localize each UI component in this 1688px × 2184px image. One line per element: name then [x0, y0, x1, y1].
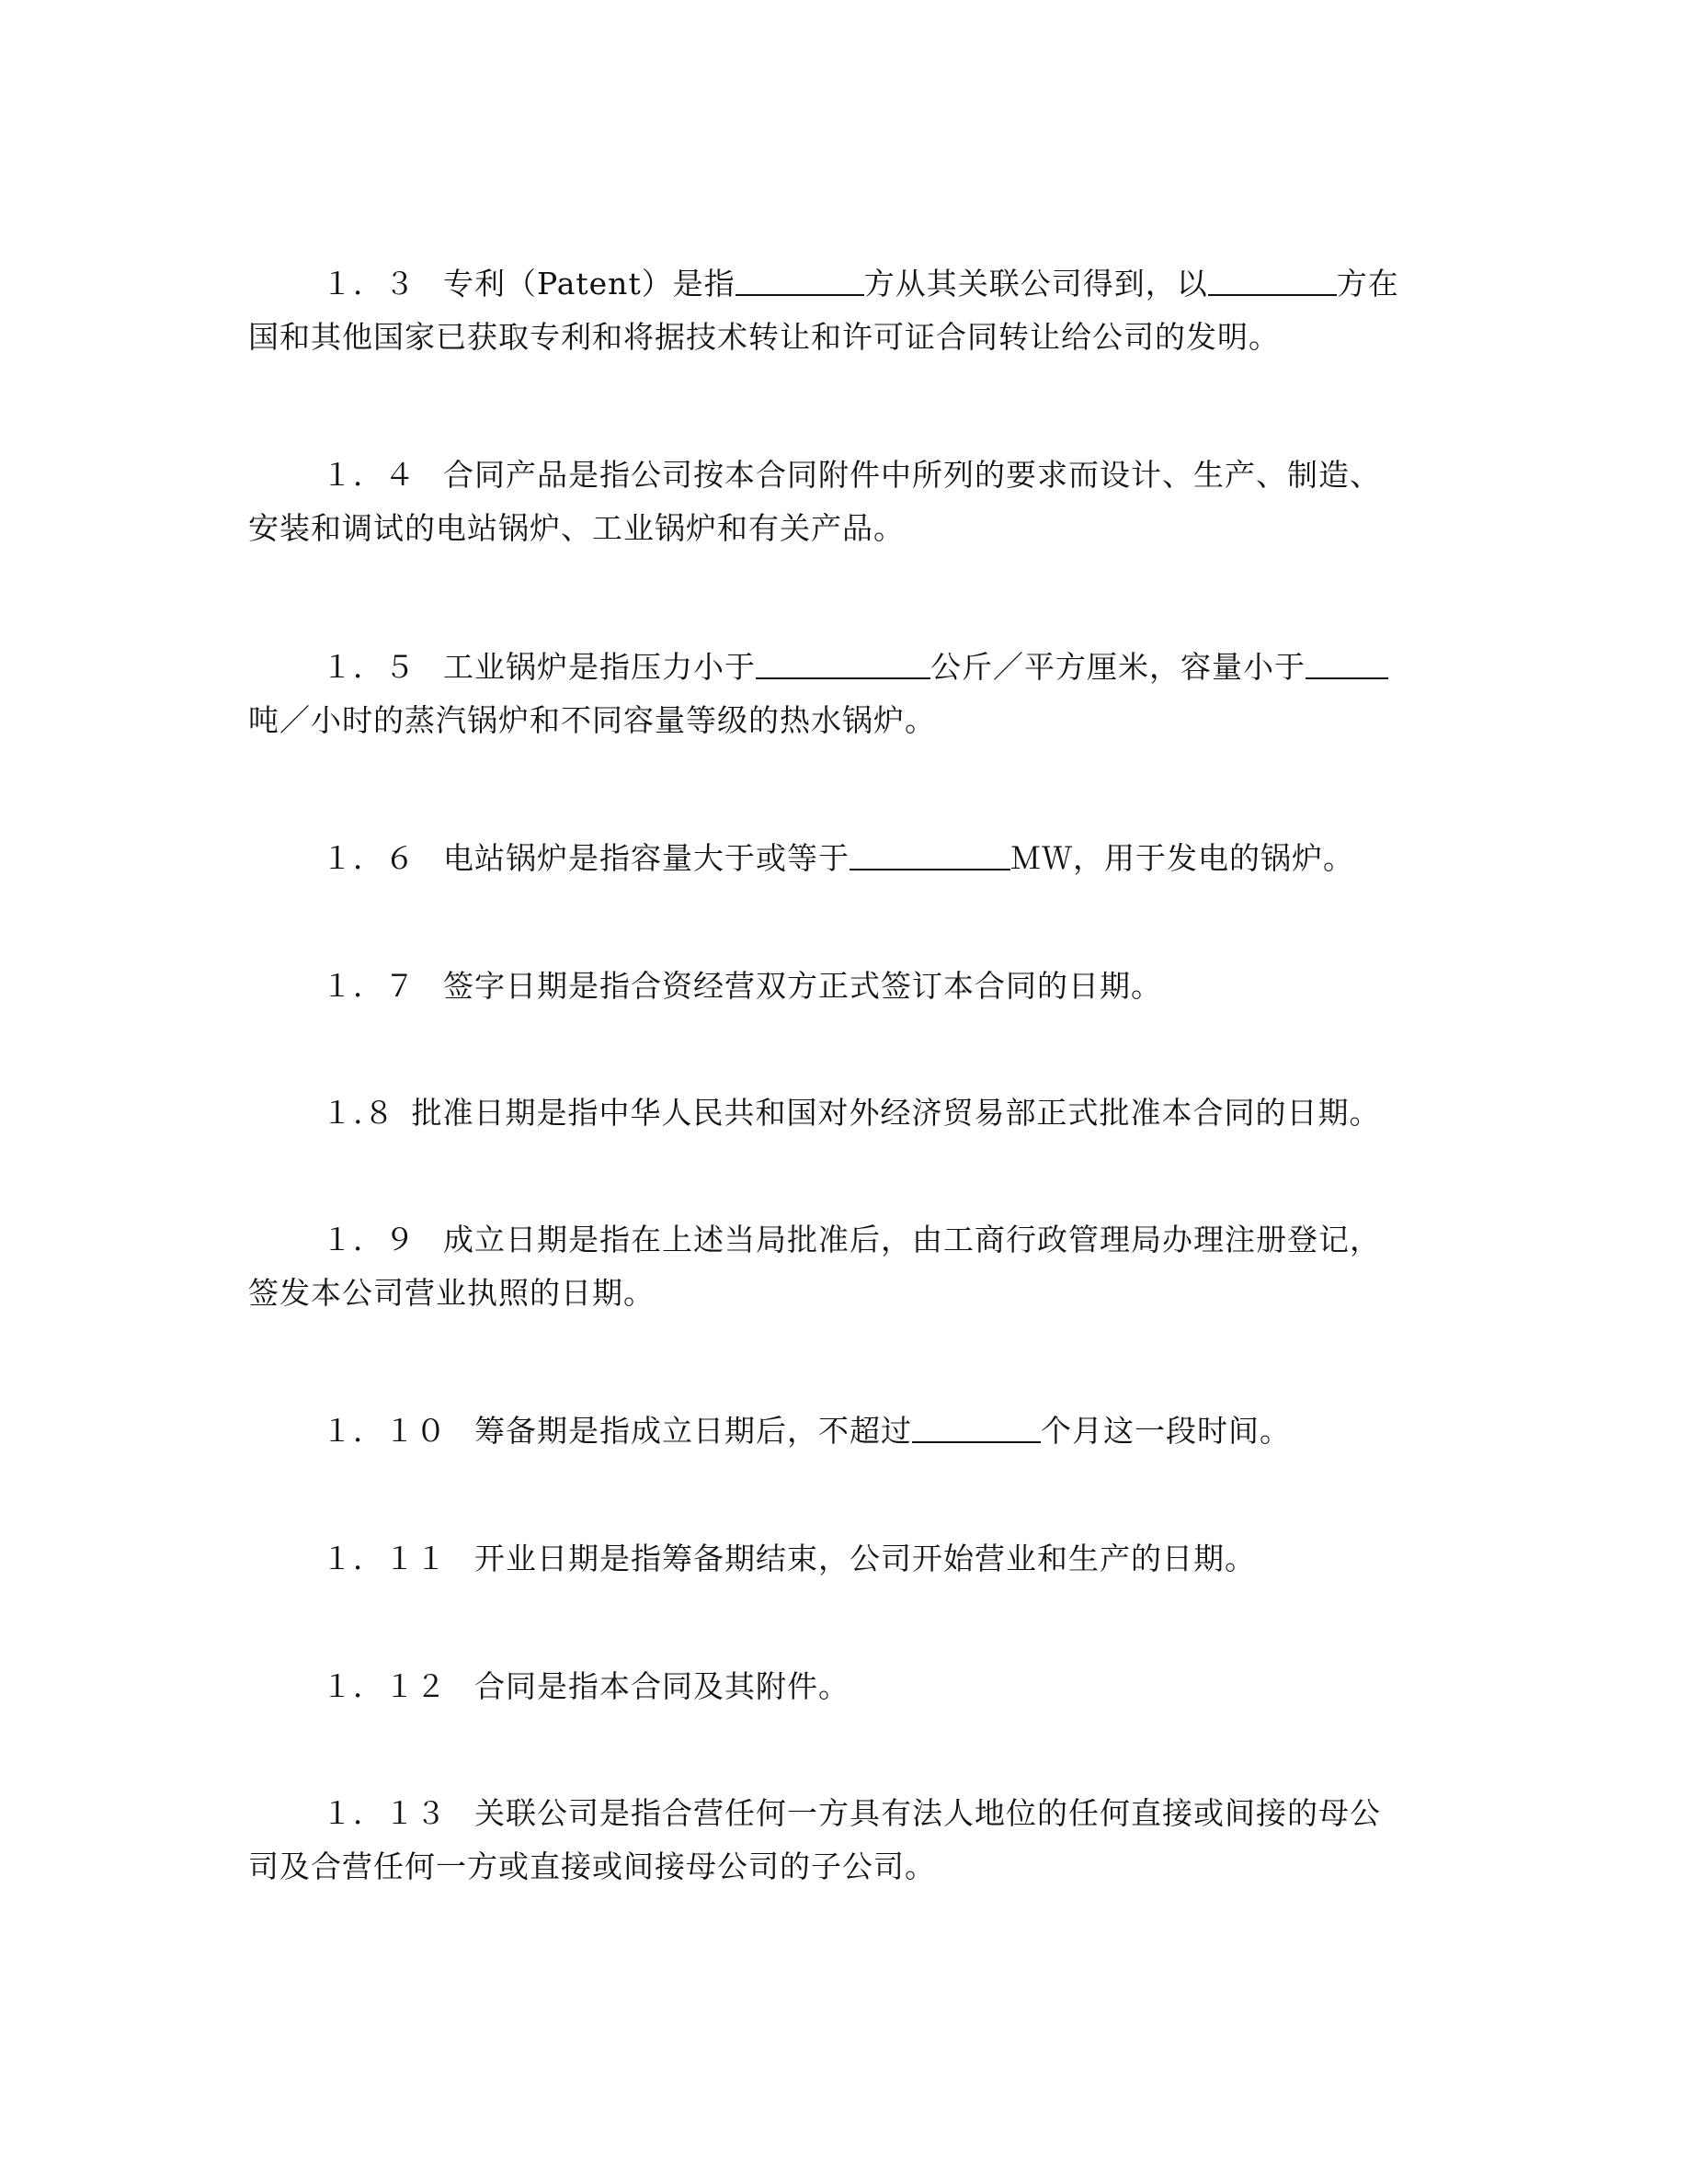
clause-line	[248, 960, 1443, 1013]
clause-1-8	[248, 1086, 1443, 1140]
clause-text: 方在	[1336, 266, 1399, 301]
clause-1-7	[248, 960, 1443, 1013]
clause-text: 个月这一段时间。	[1041, 1413, 1291, 1449]
clause-line	[248, 311, 1443, 364]
clause-text: 合同是指本合同及其附件。	[474, 1668, 850, 1704]
clause-text: ＭＷ，用于发电的锅炉。	[1010, 840, 1354, 876]
clause-number: １．１０	[322, 1413, 447, 1449]
clause-1-6	[248, 832, 1443, 885]
clause-text: 司及合营任何一方或直接或间接母公司的子公司。	[248, 1848, 936, 1884]
clause-line	[248, 1660, 1443, 1713]
clause-text: 公斤／平方厘米，容量小于	[930, 649, 1306, 685]
fill-blank[interactable]	[756, 650, 930, 679]
clause-text: 工业锅炉是指压力小于	[443, 649, 756, 685]
clause-line	[248, 1267, 1443, 1320]
clause-text: 开业日期是指筹备期结束，公司开始营业和生产的日期。	[474, 1541, 1256, 1576]
clause-text: 电站锅炉是指容量大于或等于	[443, 840, 850, 876]
clause-line	[248, 832, 1443, 885]
clause-text: 成立日期是指在上述当局批准后，由工商行政管理局办理注册登记，	[443, 1222, 1381, 1257]
clause-text: 关联公司是指合营任何一方具有法人地位的任何直接或间接的母公	[474, 1795, 1381, 1831]
clause-text: 国和其他国家已获取专利和将据技术转让和许可证合同转让给公司的发明。	[248, 319, 1280, 355]
clause-1-12	[248, 1660, 1443, 1713]
fill-blank[interactable]	[850, 841, 1010, 870]
fill-blank[interactable]	[736, 267, 864, 296]
clause-number: １．５	[322, 649, 416, 685]
clause-line	[248, 694, 1443, 747]
clause-line	[248, 257, 1443, 311]
clause-line	[248, 1086, 1443, 1140]
clause-number: １．１１	[322, 1541, 447, 1576]
clause-number: １．１３	[322, 1795, 447, 1831]
clause-number: １．９	[322, 1222, 416, 1257]
clause-text: 签发本公司营业执照的日期。	[248, 1275, 655, 1311]
clause-text: 专利（Patent）是指	[443, 266, 736, 301]
clause-text: 合同产品是指公司按本合同附件中所列的要求而设计、生产、制造、	[443, 457, 1381, 493]
clause-1-3	[248, 257, 1443, 364]
clause-number: １．６	[322, 840, 416, 876]
clause-1-11	[248, 1532, 1443, 1586]
fill-blank[interactable]	[1306, 650, 1388, 679]
clause-1-9	[248, 1213, 1443, 1320]
clause-1-13	[248, 1787, 1443, 1894]
clause-text: 签字日期是指合资经营双方正式签订本合同的日期。	[443, 968, 1162, 1004]
clause-number: １．１２	[322, 1668, 447, 1704]
clause-number: １．３	[322, 266, 416, 301]
clause-text: 安装和调试的电站锅炉、工业锅炉和有关产品。	[248, 510, 905, 546]
clause-line	[248, 502, 1443, 555]
clause-text: 吨／小时的蒸汽锅炉和不同容量等级的热水锅炉。	[248, 702, 936, 738]
clause-1-5	[248, 641, 1443, 747]
clause-line	[248, 1405, 1443, 1458]
clause-line	[248, 449, 1443, 502]
clause-text: 批准日期是指中华人民共和国对外经济贸易部正式批准本合同的日期。	[411, 1095, 1381, 1131]
clause-line	[248, 1213, 1443, 1267]
fill-blank[interactable]	[912, 1414, 1041, 1443]
clause-1-10	[248, 1405, 1443, 1458]
clause-line	[248, 1840, 1443, 1894]
clause-line	[248, 641, 1443, 694]
clause-number: １．７	[322, 968, 416, 1004]
fill-blank[interactable]	[1208, 267, 1337, 296]
clause-number: １.８	[322, 1095, 395, 1131]
clause-line	[248, 1787, 1443, 1840]
clause-text: 方从其关联公司得到，以	[863, 266, 1208, 301]
clause-1-4	[248, 449, 1443, 555]
clause-line	[248, 1532, 1443, 1586]
clause-text: 筹备期是指成立日期后，不超过	[474, 1413, 912, 1449]
clause-number: １．４	[322, 457, 416, 493]
